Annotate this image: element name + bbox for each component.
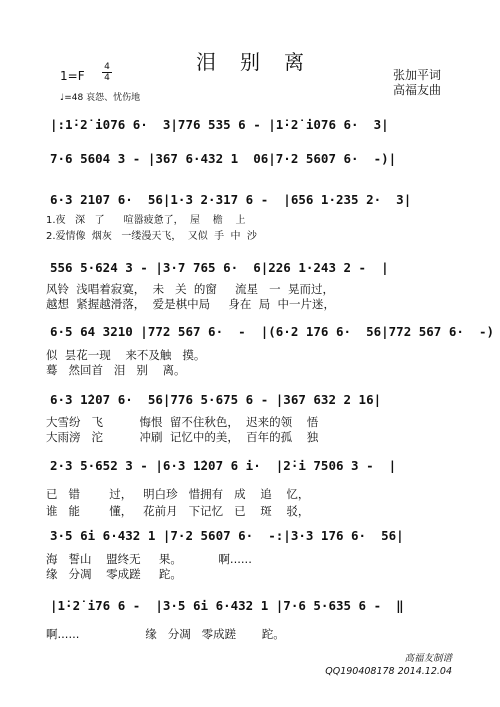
lyric-line-6-verse-2: 大雨滂 沱 冲刷 记忆中的美， 百年的孤 独 xyxy=(46,430,319,444)
arranger-credit: 高福友制谱 xyxy=(404,653,452,664)
lyric-line-4-verse-1: 风铃 浅唱着寂寞， 未 关 的窗 流星 一 晃而过， xyxy=(46,282,334,296)
lyric-line-7-verse-2: 谁 能 懂， 花前月 下记忆 已 斑 驳， xyxy=(46,504,310,518)
lyric-line-9: 啊...... 缘 分凋 零成蹉 跎。 xyxy=(46,627,285,641)
time-signature-top: 4 xyxy=(104,62,110,72)
key-signature: 1=F xyxy=(60,69,85,83)
notation-line-4: 556 5·624 3 - |3·7 765 6· 6|226 1·243 2 - | xyxy=(50,260,389,275)
lyric-line-3-verse-2: 2.爱情像 烟灰 一缕漫天飞， 又似 手 中 沙 xyxy=(46,231,257,242)
notation-line-2: 7·6 5604 3 - |367 6·432 1 06|7·2 5607 6· -)| xyxy=(50,151,397,166)
time-signature xyxy=(101,62,113,83)
notation-line-5: 6·5 64 3210 |772 567 6· - |(6·2 176 6· 56|772 567 6· -) xyxy=(50,324,495,339)
notation-line-8: 3·5 6i 6·432 1 |7·2 5607 6· -:|3·3 176 6· 56| xyxy=(50,528,404,543)
notation-line-7: 2·3 5·652 3 - |6·3 1̇207 6 i· |2̇·i 7506 3 - | xyxy=(50,458,397,473)
notation-line-1: |:1̇·2̇ i076 6· 3|776 535 6 - |1̇·2̇ i076 6· 3| xyxy=(50,117,389,132)
composer-credit: 高福友曲 xyxy=(393,83,442,97)
lyric-line-4-verse-2: 越想 紧握越滑落， 爱是棋中局 身在 局 中一片迷， xyxy=(46,297,336,311)
lyric-line-5-verse-2: 蓦 然回首 泪 别 离。 xyxy=(46,363,186,377)
lyric-line-3-verse-1: 1.夜 深 了 喧嚣疲惫了， 屋 檐 上 xyxy=(46,215,246,226)
contact-and-date: QQ190408178 2014.12.04 xyxy=(325,666,452,677)
lyric-line-5-verse-1: 似 昙花一现 来不及触 摸。 xyxy=(46,348,206,362)
lyricist-credit: 张加平词 xyxy=(393,68,442,82)
lyric-line-6-verse-1: 大雪纷 飞 悔恨 留不住秋色， 迟来的领 悟 xyxy=(46,415,319,429)
song-title: 泪别离 xyxy=(196,50,328,74)
notation-line-6: 6·3 1̇207 6· 56|776 5·675 6 - |367 632 2 16| xyxy=(50,392,382,407)
lyric-line-7-verse-1: 已 错 过， 明白珍 惜拥有 成 追 忆， xyxy=(46,487,310,501)
lyric-line-8-verse-2: 缘 分凋 零成蹉 跎。 xyxy=(46,567,182,581)
time-signature-bottom: 4 xyxy=(104,73,110,83)
notation-line-3: 6·3 2107 6· 56|1·3 2·317 6 - |656 1·235 2· 3| xyxy=(50,192,412,207)
notation-line-9: |1̇·2̇ i76 6 - |3·5 6i 6·432 1 |7·6 5·635 6 - ‖ xyxy=(50,598,404,613)
lyric-line-8-verse-1: 海 誓山 盟终无 果。 啊...... xyxy=(46,552,252,566)
tempo-marking: ♩=48 哀怨、忧伤地 xyxy=(60,93,141,103)
